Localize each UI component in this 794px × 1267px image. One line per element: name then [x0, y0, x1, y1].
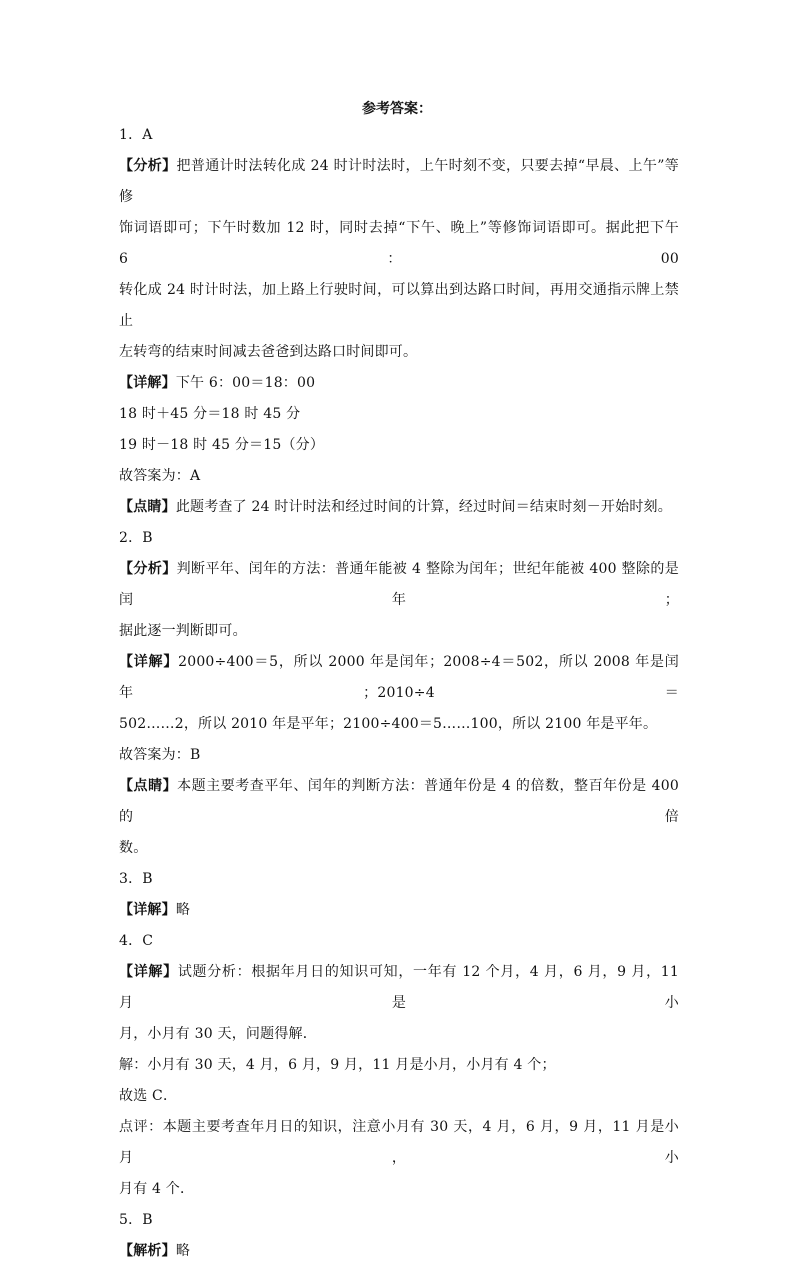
q1-analysis-line-1: [119, 151, 679, 213]
q2-analysis-line-1: [119, 554, 679, 616]
q1-comment: [119, 492, 679, 523]
q2-analysis-line-2: 据此逐一判断即可。: [119, 623, 247, 639]
q3-number: 3．B: [119, 871, 153, 887]
q1-comment-tag: 【点睛】: [119, 499, 176, 515]
q1-analysis-text-1: 把普通计时法转化成 24 时计时法时，上午时刻不变，只要去掉“早晨、上午”等修: [119, 158, 679, 205]
q2-analysis-text-1: 判断平年、闰年的方法：普通年能被 4 整除为闰年；世纪年能被 400 整除的是闰年；: [119, 561, 679, 608]
q2-detail-text-1: 2000÷400＝5，所以 2000 年是闰年；2008÷4＝502，所以 2008 年是闰年；2010÷4＝: [119, 654, 679, 701]
q4-choice: 故选 C．: [119, 1088, 178, 1104]
q5-analysis-text: 略: [175, 1243, 191, 1259]
q4-detail-tag: 【详解】: [119, 964, 178, 980]
q1-detail-line-3: 19 时－18 时 45 分＝15（分）: [119, 437, 325, 453]
q3-detail: [119, 895, 679, 926]
q1-comment-text: 此题考查了 24 时计时法和经过时间的计算，经过时间＝结束时刻－开始时刻。: [175, 499, 672, 515]
q2-comment-tag: 【点睛】: [119, 778, 178, 794]
q2-detail-tag: 【详解】: [119, 654, 179, 670]
q4-detail-text-1: 试题分析：根据年月日的知识可知，一年有 12 个月，4 月，6 月，9 月，11 月是小: [119, 964, 679, 1011]
q1-detail-text-1: 下午 6：00＝18：00: [175, 375, 316, 391]
q4-detail-line-2: 月，小月有 30 天，问题得解．: [119, 1026, 317, 1042]
q2-detail-line-2: 502……2，所以 2010 年是平年；2100÷400＝5……100，所以 2100 年是平年。: [119, 716, 658, 732]
page-title: 参考答案：: [362, 101, 432, 117]
q1-analysis-line-2: 饰词语即可；下午时数加 12 时，同时去掉“下午、晚上”等修饰词语即可。据此把下午 6：00: [119, 220, 679, 267]
q5-analysis: [119, 1236, 679, 1267]
q2-analysis-tag: 【分析】: [119, 561, 177, 577]
q1-answer: 故答案为：A: [119, 468, 201, 484]
q3-detail-text: 略: [175, 902, 191, 918]
q2-answer: 故答案为：B: [119, 747, 201, 763]
q2-comment-line-1: [119, 771, 679, 833]
q2-detail-line-1: [119, 647, 679, 709]
q1-analysis-tag: 【分析】: [119, 158, 177, 174]
q4-review-line-1: 点评：本题主要考查年月日的知识，注意小月有 30 天，4 月，6 月，9 月，11 月是小月，小: [119, 1119, 679, 1166]
q4-solution: 解：小月有 30 天，4 月，6 月，9 月，11 月是小月，小月有 4 个；: [119, 1057, 556, 1073]
q4-detail-line-1: [119, 957, 679, 1019]
q2-number: 2．B: [119, 530, 153, 546]
answer-content: [119, 120, 679, 1267]
q5-analysis-tag: 【解析】: [119, 1243, 176, 1259]
q1-number: 1．A: [119, 127, 153, 143]
q4-review-line-2: 月有 4 个．: [119, 1181, 195, 1197]
q1-detail-line-2: 18 时＋45 分＝18 时 45 分: [119, 406, 301, 422]
q1-analysis-line-4: 左转弯的结束时间减去爸爸到达路口时间即可。: [119, 344, 418, 360]
q2-comment-line-2: 数。: [119, 840, 148, 856]
q5-number: 5．B: [119, 1212, 153, 1228]
q1-analysis-line-3: 转化成 24 时计时法，加上路上行驶时间，可以算出到达路口时间，再用交通指示牌上禁止: [119, 282, 679, 329]
q2-comment-text-1: 本题主要考查平年、闰年的判断方法：普通年份是 4 的倍数，整百年份是 400 的倍: [119, 778, 680, 825]
q4-number: 4．C: [119, 933, 154, 949]
q1-detail-line-1: [119, 368, 679, 399]
q3-detail-tag: 【详解】: [119, 902, 176, 918]
q1-detail-tag: 【详解】: [119, 375, 176, 391]
